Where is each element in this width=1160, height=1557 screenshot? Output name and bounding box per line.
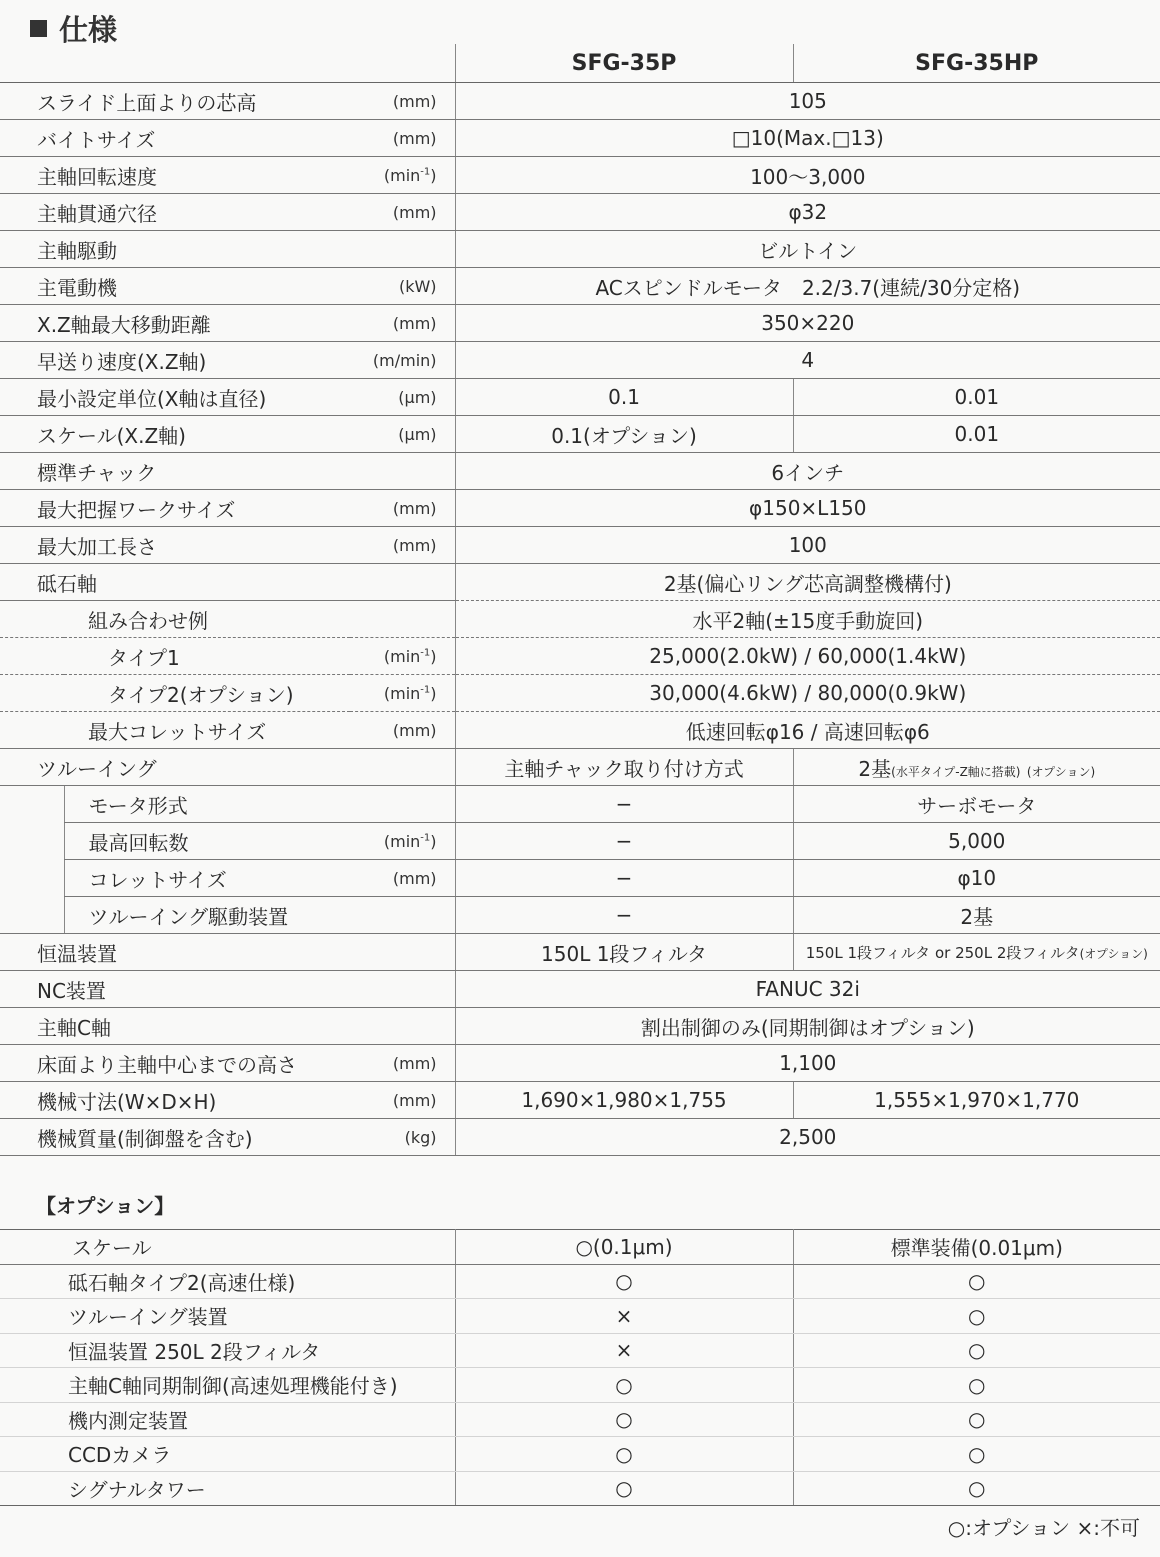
- option-label: ツルーイング装置: [0, 1299, 455, 1334]
- option-value-2: ○: [793, 1437, 1160, 1472]
- unit: $(\min^{-1})$: [350, 638, 455, 675]
- truing-count: 2基: [858, 756, 892, 781]
- spec-label: 機械質量(制御盤を含む): [0, 1119, 350, 1156]
- section-heading: [30, 8, 117, 48]
- spec-row: [0, 157, 1160, 194]
- option-value-2: ○: [793, 1264, 1160, 1299]
- truing-sub-label: 最高回転数: [64, 823, 350, 860]
- unit: (mm): [350, 527, 455, 564]
- model-name-1: SFG-35P: [455, 44, 793, 83]
- option-value-1: ○: [455, 1437, 793, 1472]
- unit: (mm): [350, 712, 455, 749]
- unit: [350, 971, 455, 1008]
- spec-label: 主軸回転速度: [0, 157, 350, 194]
- grinding-sub-row: [0, 638, 1160, 675]
- spec-row: [0, 490, 1160, 527]
- truing-sub-value-1: −: [455, 897, 793, 934]
- section-title: 仕様: [59, 12, 118, 47]
- unit: (mm): [350, 305, 455, 342]
- unit: (mm): [350, 860, 455, 897]
- grinding-sub-row: [0, 712, 1160, 749]
- spec-row: [0, 120, 1160, 157]
- spec-label: 主軸貫通穴径: [0, 194, 350, 231]
- unit: [350, 1008, 455, 1045]
- grinding-label: 砥石軸: [0, 564, 455, 601]
- spec-label: 床面より主軸中心までの高さ: [0, 1045, 350, 1082]
- spec-value: φ150×L150: [455, 490, 1160, 527]
- unit: (μm): [350, 379, 455, 416]
- unit: (kg): [350, 1119, 455, 1156]
- option-value-2: ○: [793, 1299, 1160, 1334]
- grinding-sub-value: 30,000(4.6kW) / 80,000(0.9kW): [455, 675, 1160, 712]
- spec-row: [0, 268, 1160, 305]
- unit: (mm): [350, 120, 455, 157]
- truing-sub-label: モータ形式: [64, 786, 350, 823]
- unit: (μm): [350, 416, 455, 453]
- spec-value-2: 0.01: [793, 379, 1160, 416]
- spec-value: 100〜3,000: [455, 157, 1160, 194]
- legend: ○:オプション ×:不可: [947, 1516, 1140, 1540]
- grinding-sub-value: 水平2軸(±15度手動旋回): [455, 601, 1160, 638]
- truing-label: ツルーイング: [0, 749, 455, 786]
- spec-value-2: 0.01: [793, 416, 1160, 453]
- spec-table: [0, 44, 1160, 1156]
- spec-value-1: 1,690×1,980×1,755: [455, 1082, 793, 1119]
- option-row: [0, 1471, 1160, 1506]
- option-label: スケール: [0, 1230, 455, 1265]
- spec-label: 恒温装置: [0, 934, 350, 971]
- spec-label: X.Z軸最大移動距離: [0, 305, 350, 342]
- unit: (mm): [350, 1082, 455, 1119]
- spec-row: [0, 231, 1160, 268]
- spec-row: [0, 453, 1160, 490]
- spec-value: 100: [455, 527, 1160, 564]
- spec-label: 主電動機: [0, 268, 350, 305]
- group-gutter: [0, 823, 64, 860]
- spec-label: NC装置: [0, 971, 350, 1008]
- spec-label: 機械寸法(W×D×H): [0, 1082, 350, 1119]
- spec-value: 105: [455, 83, 1160, 120]
- spec-label: 主軸駆動: [0, 231, 350, 268]
- truing-value-1: 主軸チャック取り付け方式: [455, 749, 793, 786]
- model-header-row: [0, 44, 1160, 83]
- spec-row: [0, 194, 1160, 231]
- spec-value-1: 150L 1段フィルタ: [455, 934, 793, 971]
- spec-value: FANUC 32i: [455, 971, 1160, 1008]
- spec-row: [0, 379, 1160, 416]
- unit: (kW): [350, 268, 455, 305]
- option-value-2: ○: [793, 1368, 1160, 1403]
- spec-value: 割出制御のみ(同期制御はオプション): [455, 1008, 1160, 1045]
- spec-label: スケール(X.Z軸): [0, 416, 350, 453]
- truing-sub-value-2: φ10: [793, 860, 1160, 897]
- spec-row: [0, 527, 1160, 564]
- option-row: [0, 1333, 1160, 1368]
- option-row: [0, 1299, 1160, 1334]
- spec-row: [0, 342, 1160, 379]
- option-value-1: ○: [455, 1264, 793, 1299]
- grinding-value: 2基(偏心リング芯高調整機構付): [455, 564, 1160, 601]
- unit: [350, 897, 455, 934]
- truing-note: (水平タイプ-Z軸に搭載): [891, 764, 1021, 779]
- model-name-2: SFG-35HP: [793, 44, 1160, 83]
- spec-value: 2,500: [455, 1119, 1160, 1156]
- square-bullet-icon: [30, 20, 47, 37]
- truing-sub-label: コレットサイズ: [64, 860, 350, 897]
- spec-row: [0, 1119, 1160, 1156]
- spec-row: [0, 305, 1160, 342]
- truing-row: [0, 749, 1160, 786]
- spec-value: 6インチ: [455, 453, 1160, 490]
- grinding-sub-label: 最大コレットサイズ: [0, 712, 350, 749]
- option-row: [0, 1264, 1160, 1299]
- spec-value: ACスピンドルモータ 2.2/3.7(連続/30分定格): [455, 268, 1160, 305]
- truing-sub-row: [0, 897, 1160, 934]
- group-gutter: [0, 860, 64, 897]
- option-label: 恒温装置 250L 2段フィルタ: [0, 1333, 455, 1368]
- truing-sub-value-1: −: [455, 786, 793, 823]
- spec-value: φ32: [455, 194, 1160, 231]
- option-label: シグナルタワー: [0, 1471, 455, 1506]
- truing-sub-value-2: 2基: [793, 897, 1160, 934]
- truing-sub-label: ツルーイング駆動装置: [64, 897, 350, 934]
- unit: $(\min^{-1})$: [350, 157, 455, 194]
- option-label: 砥石軸タイプ2(高速仕様): [0, 1264, 455, 1299]
- spec-row: [0, 1045, 1160, 1082]
- option-label: 機内測定装置: [0, 1402, 455, 1437]
- spec-label: スライド上面よりの芯高: [0, 83, 350, 120]
- grinding-sub-value: 25,000(2.0kW) / 60,000(1.4kW): [455, 638, 1160, 675]
- truing-sub-value-2: サーボモータ: [793, 786, 1160, 823]
- option-value-1: ○(0.1μm): [455, 1230, 793, 1265]
- option-value-1: ×: [455, 1333, 793, 1368]
- unit: (mm): [350, 490, 455, 527]
- spec-value: 1,100: [455, 1045, 1160, 1082]
- spec-label: 早送り速度(X.Z軸): [0, 342, 350, 379]
- spec-row: [0, 1008, 1160, 1045]
- option-value-2: ○: [793, 1402, 1160, 1437]
- grinding-sub-label: タイプ2(オプション): [0, 675, 350, 712]
- unit: [350, 601, 455, 638]
- spec-row: [0, 971, 1160, 1008]
- option-label: 主軸C軸同期制御(高速処理機能付き): [0, 1368, 455, 1403]
- spec-value-2: [793, 934, 1160, 971]
- unit: $(\min^{-1})$: [350, 823, 455, 860]
- truing-sub-value-2: 5,000: [793, 823, 1160, 860]
- option-value-2: ○: [793, 1471, 1160, 1506]
- option-value-2: 標準装備(0.01μm): [793, 1230, 1160, 1265]
- spec-label: 最大把握ワークサイズ: [0, 490, 350, 527]
- unit: (mm): [350, 1045, 455, 1082]
- option-label: CCDカメラ: [0, 1437, 455, 1472]
- spec-row: [0, 416, 1160, 453]
- option-row: [0, 1230, 1160, 1265]
- grinding-sub-value: 低速回転φ16 / 高速回転φ6: [455, 712, 1160, 749]
- spec-label: バイトサイズ: [0, 120, 350, 157]
- filter-option: (オプション): [1079, 946, 1148, 961]
- spec-label: 標準チャック: [0, 453, 350, 490]
- truing-option: (オプション): [1026, 764, 1096, 779]
- spec-label: 主軸C軸: [0, 1008, 350, 1045]
- unit: [350, 786, 455, 823]
- truing-sub-row: [0, 786, 1160, 823]
- options-table: [0, 1229, 1160, 1506]
- option-value-1: ○: [455, 1402, 793, 1437]
- option-row: [0, 1437, 1160, 1472]
- grinding-sub-row: [0, 601, 1160, 638]
- truing-value-2: [793, 749, 1160, 786]
- spec-value-1: 0.1(オプション): [455, 416, 793, 453]
- spec-value-1: 0.1: [455, 379, 793, 416]
- option-value-1: ○: [455, 1368, 793, 1403]
- truing-sub-row: [0, 823, 1160, 860]
- option-value-2: ○: [793, 1333, 1160, 1368]
- spec-value: □10(Max.□13): [455, 120, 1160, 157]
- option-value-1: ×: [455, 1299, 793, 1334]
- unit: (m/min): [350, 342, 455, 379]
- grinding-sub-label: タイプ1: [0, 638, 350, 675]
- spec-label: 最大加工長さ: [0, 527, 350, 564]
- truing-sub-row: [0, 860, 1160, 897]
- option-value-1: ○: [455, 1471, 793, 1506]
- group-gutter: [0, 786, 64, 823]
- spec-row: [0, 1082, 1160, 1119]
- truing-sub-value-1: −: [455, 823, 793, 860]
- unit: $(\min^{-1})$: [350, 675, 455, 712]
- filter-text: 150L 1段フィルタ or 250L 2段フィルタ: [805, 943, 1080, 962]
- unit: [350, 453, 455, 490]
- spec-label: 最小設定単位(X軸は直径): [0, 379, 350, 416]
- unit: [350, 934, 455, 971]
- spec-value-2: 1,555×1,970×1,770: [793, 1082, 1160, 1119]
- option-row: [0, 1368, 1160, 1403]
- spec-row: [0, 934, 1160, 971]
- grinding-row: [0, 564, 1160, 601]
- spec-row: [0, 83, 1160, 120]
- truing-sub-value-1: −: [455, 860, 793, 897]
- spec-value: 350×220: [455, 305, 1160, 342]
- unit: [350, 231, 455, 268]
- unit: (mm): [350, 194, 455, 231]
- spec-value: ビルトイン: [455, 231, 1160, 268]
- options-heading: 【オプション】: [36, 1194, 175, 1218]
- grinding-sub-row: [0, 675, 1160, 712]
- unit: (mm): [350, 83, 455, 120]
- option-row: [0, 1402, 1160, 1437]
- grinding-sub-label: 組み合わせ例: [0, 601, 350, 638]
- spec-value: 4: [455, 342, 1160, 379]
- group-gutter: [0, 897, 64, 934]
